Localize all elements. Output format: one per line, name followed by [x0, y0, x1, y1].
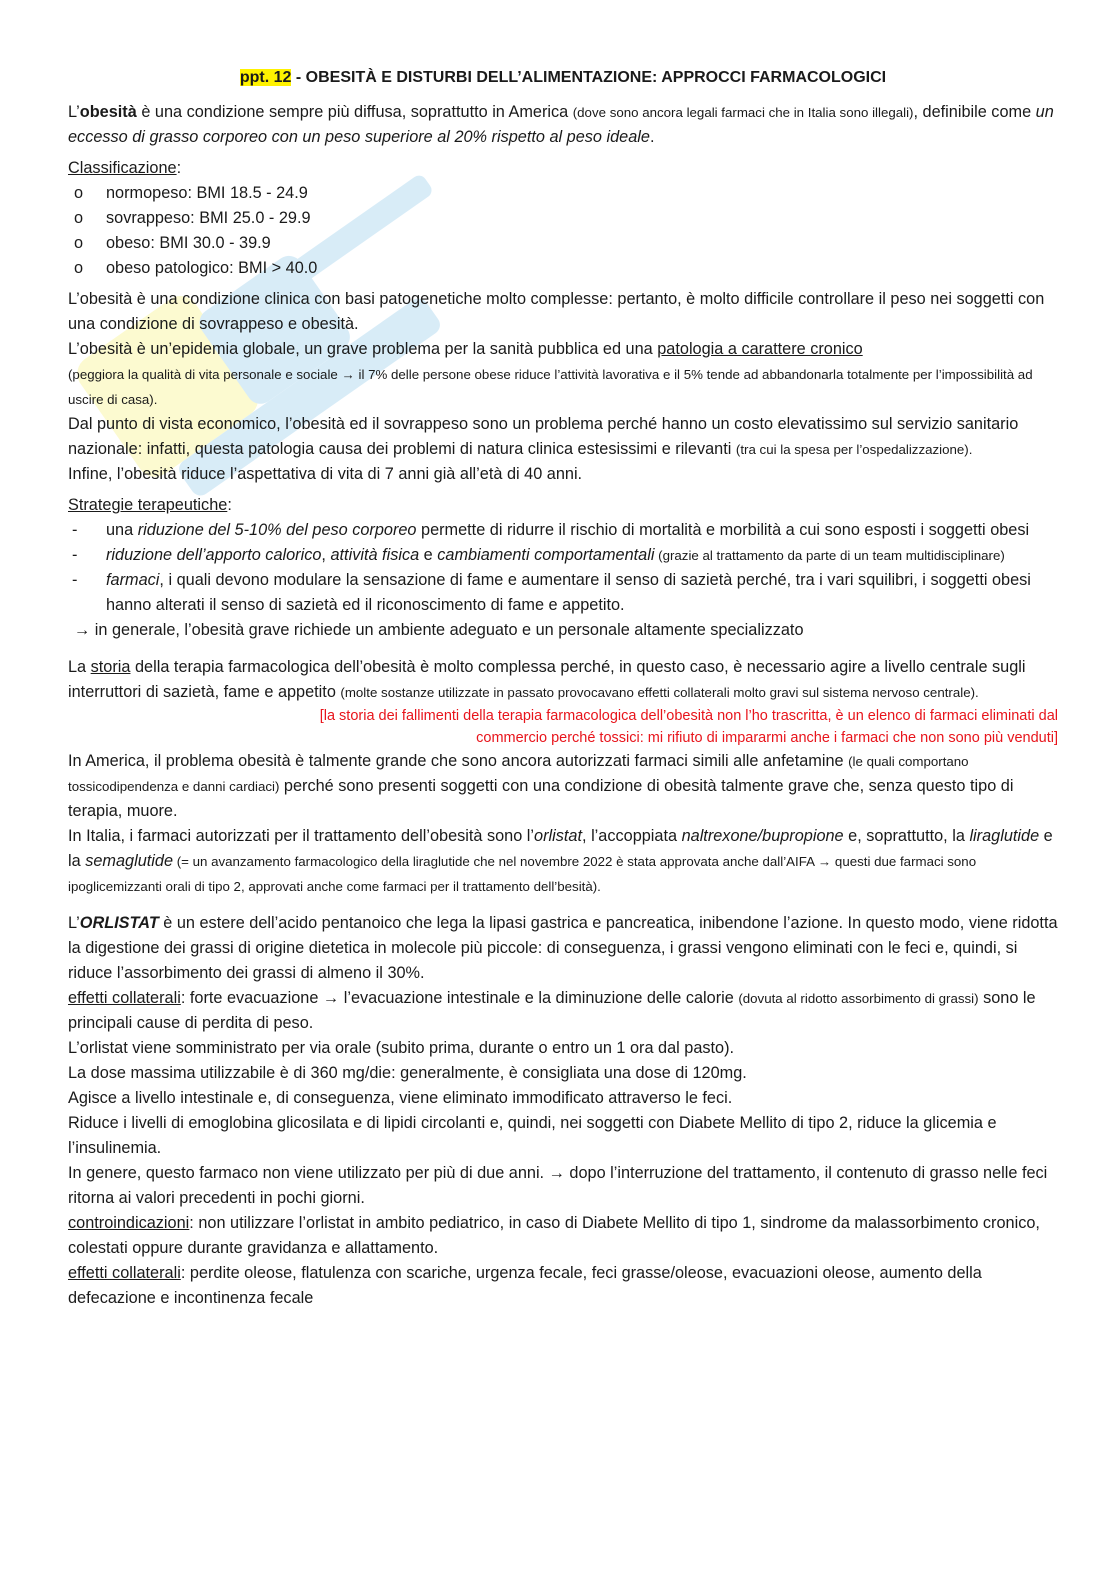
- classification-heading: Classificazione:: [68, 159, 182, 177]
- orlistat-elimination: Agisce a livello intestinale e, di conseguenza, viene eliminato immodificato attraverso le feci.: [68, 1089, 733, 1107]
- list-item: - una riduzione del 5-10% del peso corporeo permette di ridurre il rischio di mortalità e morbilità a cui sono esposti i soggetti obesi: [72, 521, 1030, 539]
- strategies-heading: Strategie terapeutiche:: [68, 496, 232, 514]
- list-item: - riduzione dell’apporto calorico, attività fisica e cambiamenti comportamentali (grazie al trattamento da parte di un team multidisciplinare): [72, 546, 1005, 564]
- orlistat-administration: L’orlistat viene somministrato per via orale (subito prima, durante o entro un 1 ora dal pasto).: [68, 1039, 735, 1057]
- list-item: o obeso patologico: BMI > 40.0: [74, 259, 318, 277]
- title-ppt-label: ppt. 12: [239, 69, 292, 86]
- list-item: o sovrappeso: BMI 25.0 - 29.9: [74, 209, 311, 227]
- history-note-line1: [la storia dei fallimenti della terapia farmacologica dell’obesità non l’ho trascritta, è un elenco di farmaci eliminati dal: [319, 708, 1058, 724]
- orlistat-dose: La dose massima utilizzabile è di 360 mg/die: generalmente, è consigliata una dose di 120mg.: [68, 1064, 747, 1082]
- history-note-line2: commercio perché tossici: mi rifiuto di impararmi anche i farmaci che non sono più venduti]: [476, 730, 1058, 746]
- list-item: o obeso: BMI 30.0 - 39.9: [74, 234, 271, 252]
- intro-paragraph: L’obesità è una condizione sempre più diffusa, soprattutto in America (dove sono ancora legali farmaci che in Italia sono illegali), definibile come un eccesso di grasso corporeo con un peso superiore al 20% rispetto al peso ideale.: [68, 103, 1054, 146]
- paragraph-complexity: L’obesità è una condizione clinica con basi patogenetiche molto complesse: pertanto, è molto difficile controllare il peso nei soggetti con una condizione di sovrappeso e obesità.: [68, 290, 1045, 333]
- paragraph-economic: Dal punto di vista economico, l’obesità ed il sovrappeso sono un problema perché hanno un costo elevatissimo sul servizio sanitario nazionale: infatti, questa patologia causa dei problemi di natura clinica estesissimi e rilevanti (tra cui la spesa per l’ospedalizzazione).: [68, 415, 1019, 458]
- page-title: ppt. 12 - OBESITÀ E DISTURBI DELL’ALIMENTAZIONE: APPROCCI FARMACOLOGICI: [239, 69, 887, 86]
- paragraph-america: In America, il problema obesità è talmente grande che sono ancora autorizzati farmaci simili alle anfetamine (le quali comportano tossicodipendenza e danni cardiaci) perché sono presenti soggetti con una condizione di obesità talmente grave che, senza questo tipo di terapia, muore.: [68, 752, 1014, 820]
- strategies-conclusion: → in generale, l’obesità grave richiede un ambiente adeguato e un personale altamente specializzato: [74, 621, 804, 639]
- paragraph-life-expectancy: Infine, l’obesità riduce l’aspettativa di vita di 7 anni già all’età di 40 anni.: [68, 465, 583, 483]
- orlistat-glycemia: Riduce i livelli di emoglobina glicosilata e di lipidi circolanti e, quindi, nei soggetti con Diabete Mellito di tipo 2, riduce la glicemia e l’insulinemia.: [68, 1114, 997, 1157]
- paragraph-orlistat: L’ORLISTAT è un estere dell’acido pentanoico che lega la lipasi gastrica e pancreatica, inibendone l’azione. In questo modo, viene ridotta la digestione dei grassi di origine dietetica in molecole più piccole: di conseguenza, i grassi vengono eliminati con le feci e, quindi, si riduce l’assorbimento dei grassi di almeno il 30%.: [68, 914, 1058, 982]
- paragraph-italy: In Italia, i farmaci autorizzati per il trattamento dell’obesità sono l’orlistat, l’accoppiata naltrexone/bupropione e, soprattutto, la liraglutide e la semaglutide (= un avanzamento farmacologico della liraglutide che nel novembre 2022 è stata approvata anche dall’AIFA → questi due farmaci sono ipoglicemizzanti orali di tipo 2, approvati anche come farmaci per il trattamento dell’besità).: [68, 827, 1053, 894]
- list-item: o normopeso: BMI 18.5 - 24.9: [74, 184, 308, 202]
- paragraph-epidemic: L’obesità è un’epidemia globale, un grave problema per la sanità pubblica ed una patologia a carattere cronico (peggiora la qualità di vita personale e sociale → il 7% delle persone obese riduce l’attività lavorativa e il 5% tende ad abbandonarla totalmente per l’impossibilità ad uscire di casa).: [68, 340, 1033, 407]
- orlistat-side-effects-2: effetti collaterali: perdite oleose, flatulenza con scariche, urgenza fecale, feci grasse/oleose, evacuazioni oleose, aumento della defecazione e incontinenza fecale: [68, 1264, 982, 1307]
- document-page: [68, 66, 1058, 1311]
- orlistat-side-effects-1: effetti collaterali: forte evacuazione → l’evacuazione intestinale e la diminuzione delle calorie (dovuta al ridotto assorbimento di grassi) sono le principali cause di perdita di peso.: [68, 989, 1036, 1032]
- list-item: - farmaci, i quali devono modulare la sensazione di fame e aumentare il senso di sazietà perché, tra i vari squilibri, i soggetti obesi hanno alterati il senso di sazietà ed il riconoscimento di fame e appetito.: [72, 571, 1031, 614]
- classification-list: [68, 181, 1058, 281]
- orlistat-duration: In genere, questo farmaco non viene utilizzato per più di due anni. → dopo l’interruzione del trattamento, il contenuto di grasso nelle feci ritorna ai valori precedenti in pochi giorni.: [68, 1164, 1048, 1207]
- paragraph-history: La storia della terapia farmacologica dell’obesità è molto complessa perché, in questo caso, è necessario agire a livello centrale sugli interruttori di sazietà, fame e appetito (molte sostanze utilizzate in passato provocavano effetti collaterali molto gravi sul sistema nervoso centrale).: [68, 658, 1026, 701]
- strategies-list: [68, 518, 1058, 618]
- orlistat-contraindications: controindicazioni: non utilizzare l’orlistat in ambito pediatrico, in caso di Diabete Mellito di tipo 1, sindrome da malassorbimento cronico, colestati oppure durante gravidanza e allattamento.: [68, 1214, 1040, 1257]
